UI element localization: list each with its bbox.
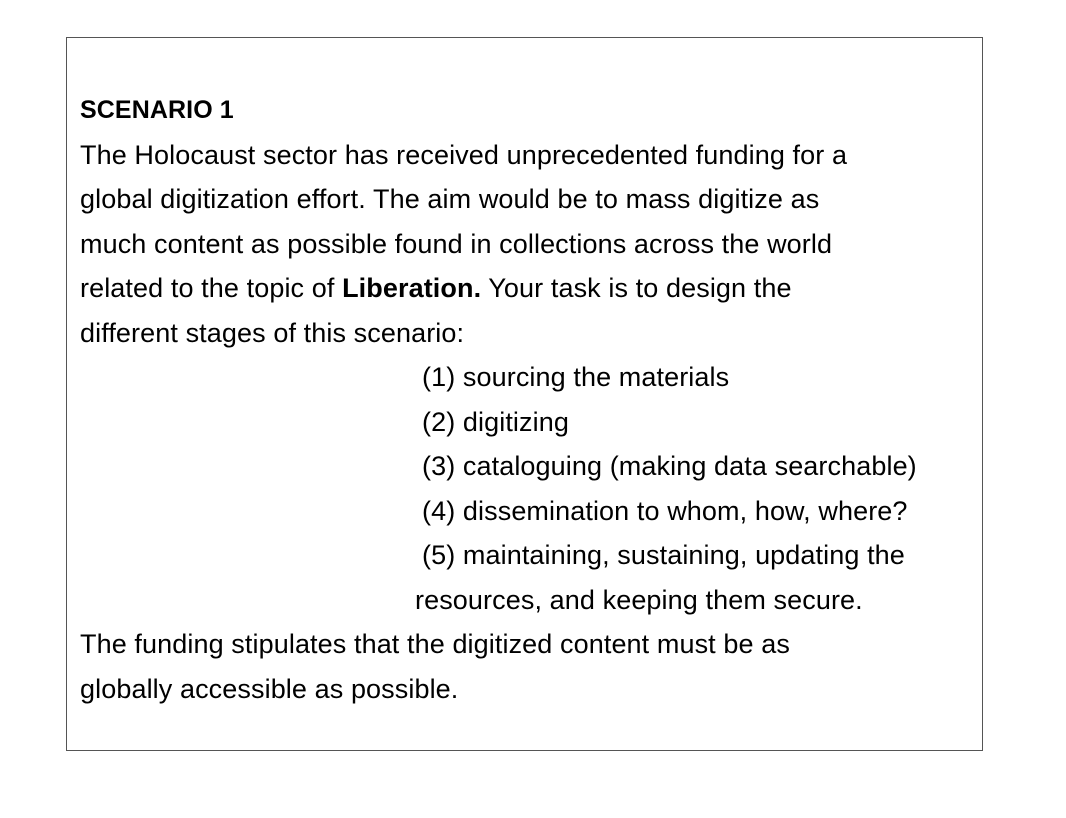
scenario-heading: SCENARIO 1	[80, 96, 234, 124]
scenario-box	[66, 37, 983, 751]
intro-line: The Holocaust sector has received unprecedented funding for a	[80, 139, 848, 170]
intro-line: much content as possible found in collections across the world	[80, 228, 833, 259]
intro-line: global digitization effort. The aim would be to mass digitize as	[80, 184, 820, 214]
stage-item: (2) digitizing	[422, 406, 569, 437]
topic-keyword: Liberation.	[342, 273, 482, 303]
topic-line-prefix: related to the topic of	[80, 273, 343, 303]
topic-line-suffix: Your task is to design the	[481, 273, 792, 303]
stage-item: (3) cataloguing (making data searchable)	[422, 451, 917, 481]
stage-item: (5) maintaining, sustaining, updating the	[422, 540, 905, 570]
topic-line	[80, 266, 972, 311]
stage-item: (4) dissemination to whom, how, where?	[422, 495, 908, 526]
stage-item-continuation: resources, and keeping them secure.	[415, 584, 863, 615]
stages-intro: different stages of this scenario:	[80, 317, 465, 348]
closing-line: The funding stipulates that the digitized content must be as	[80, 629, 790, 659]
closing-line: globally accessible as possible.	[80, 673, 459, 704]
scenario-text-block	[80, 88, 972, 711]
stage-item: (1) sourcing the materials	[422, 362, 730, 392]
